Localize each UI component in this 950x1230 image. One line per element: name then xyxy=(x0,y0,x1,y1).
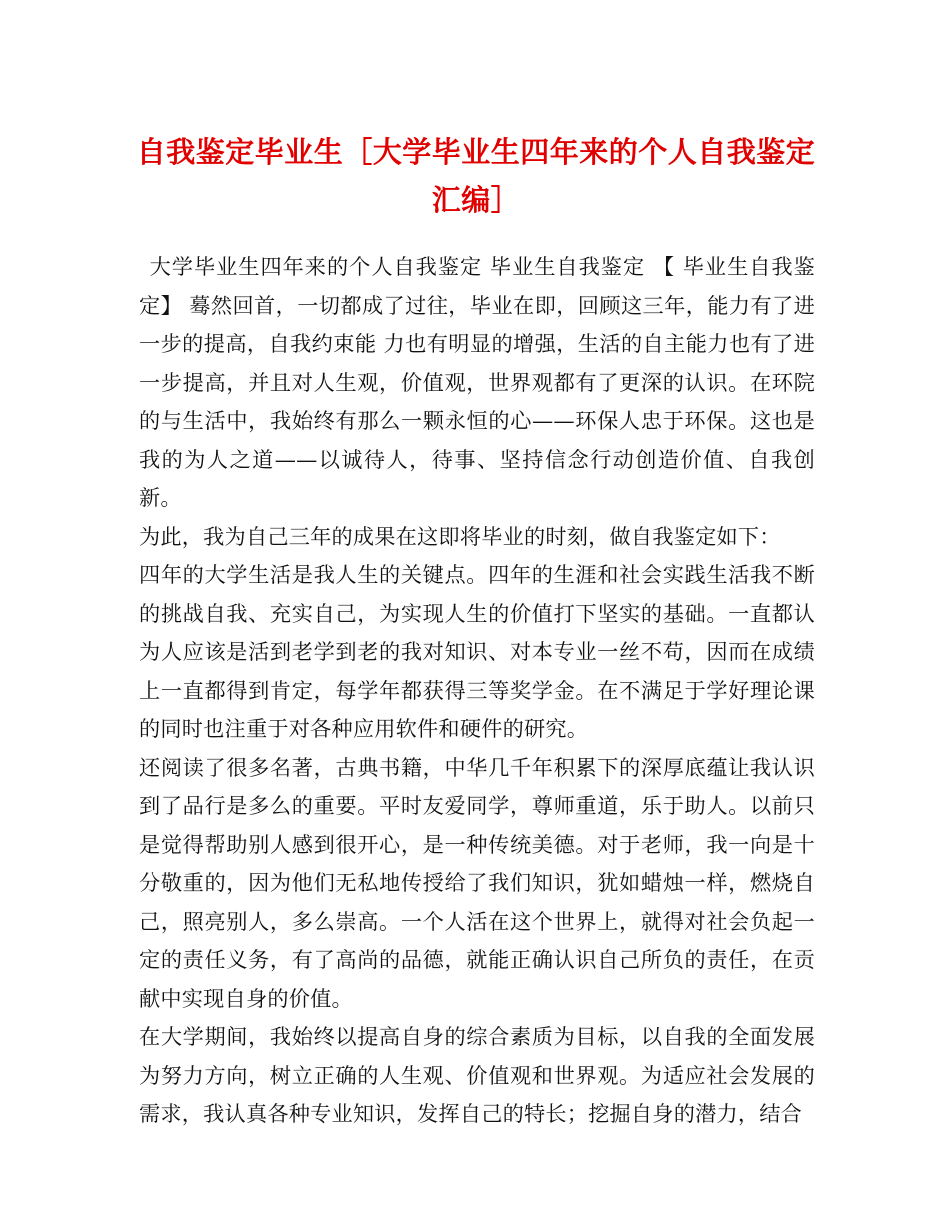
paragraph: 四年的大学生活是我人生的关键点。四年的生涯和社会实践生活我不断的挑战自我、充实自己，为实现人生的价值打下坚实的基础。一直都认为人应该是活到老学到老的我对知识、对本专业一丝不苟，因而在成绩上一直都得到肯定，每学年都获得三等奖学金。在不满足于学好理论课的同时也注重于对各种应用软件和硬件的研究。 xyxy=(139,562,815,741)
document-title: 自我鉴定毕业生［大学毕业生四年来的个人自我鉴定汇编］ xyxy=(136,135,816,217)
paragraph: 大学毕业生四年来的个人自我鉴定 毕业生自我鉴定 【 毕业生自我鉴定】 蓦然回首，一切都成了过往，毕业在即，回顾这三年，能力有了进一步的提高，自我约束能 力也有明显的增强，生活的自主能力也有了进一步提高，并且对人生观，价值观，世界观都有了更深的认识。在环院的与生活中，我始终有那么一颗永恒的心——环保人忠于环保。这也是我的为人之道——以诚待人，待事、坚持信念行动创造价值、自我创新。 xyxy=(139,254,815,510)
paragraph: 为此，我为自己三年的成果在这即将毕业的时刻，做自我鉴定如下： xyxy=(139,523,781,549)
document-body xyxy=(139,248,815,1134)
paragraph: 还阅读了很多名著，古典书籍，中华几千年积累下的深厚底蕴让我认识到了品行是多么的重要。平时友爱同学，尊师重道，乐于助人。以前只是觉得帮助别人感到很开心，是一种传统美德。对于老师，我一向是十分敬重的，因为他们无私地传授给了我们知识，犹如蜡烛一样，燃烧自己，照亮别人，多么崇高。一个人活在这个世界上，就得对社会负起一定的责任义务，有了高尚的品德，就能正确认识自己所负的责任，在贡献中实现自身的价值。 xyxy=(139,754,815,1011)
paragraph: 在大学期间，我始终以提高自身的综合素质为目标，以自我的全面发展为努力方向，树立正确的人生观、价值观和世界观。为适应社会发展的需求，我认真各种专业知识，发挥自己的特长；挖掘自身的潜力，结合 xyxy=(139,1024,815,1126)
